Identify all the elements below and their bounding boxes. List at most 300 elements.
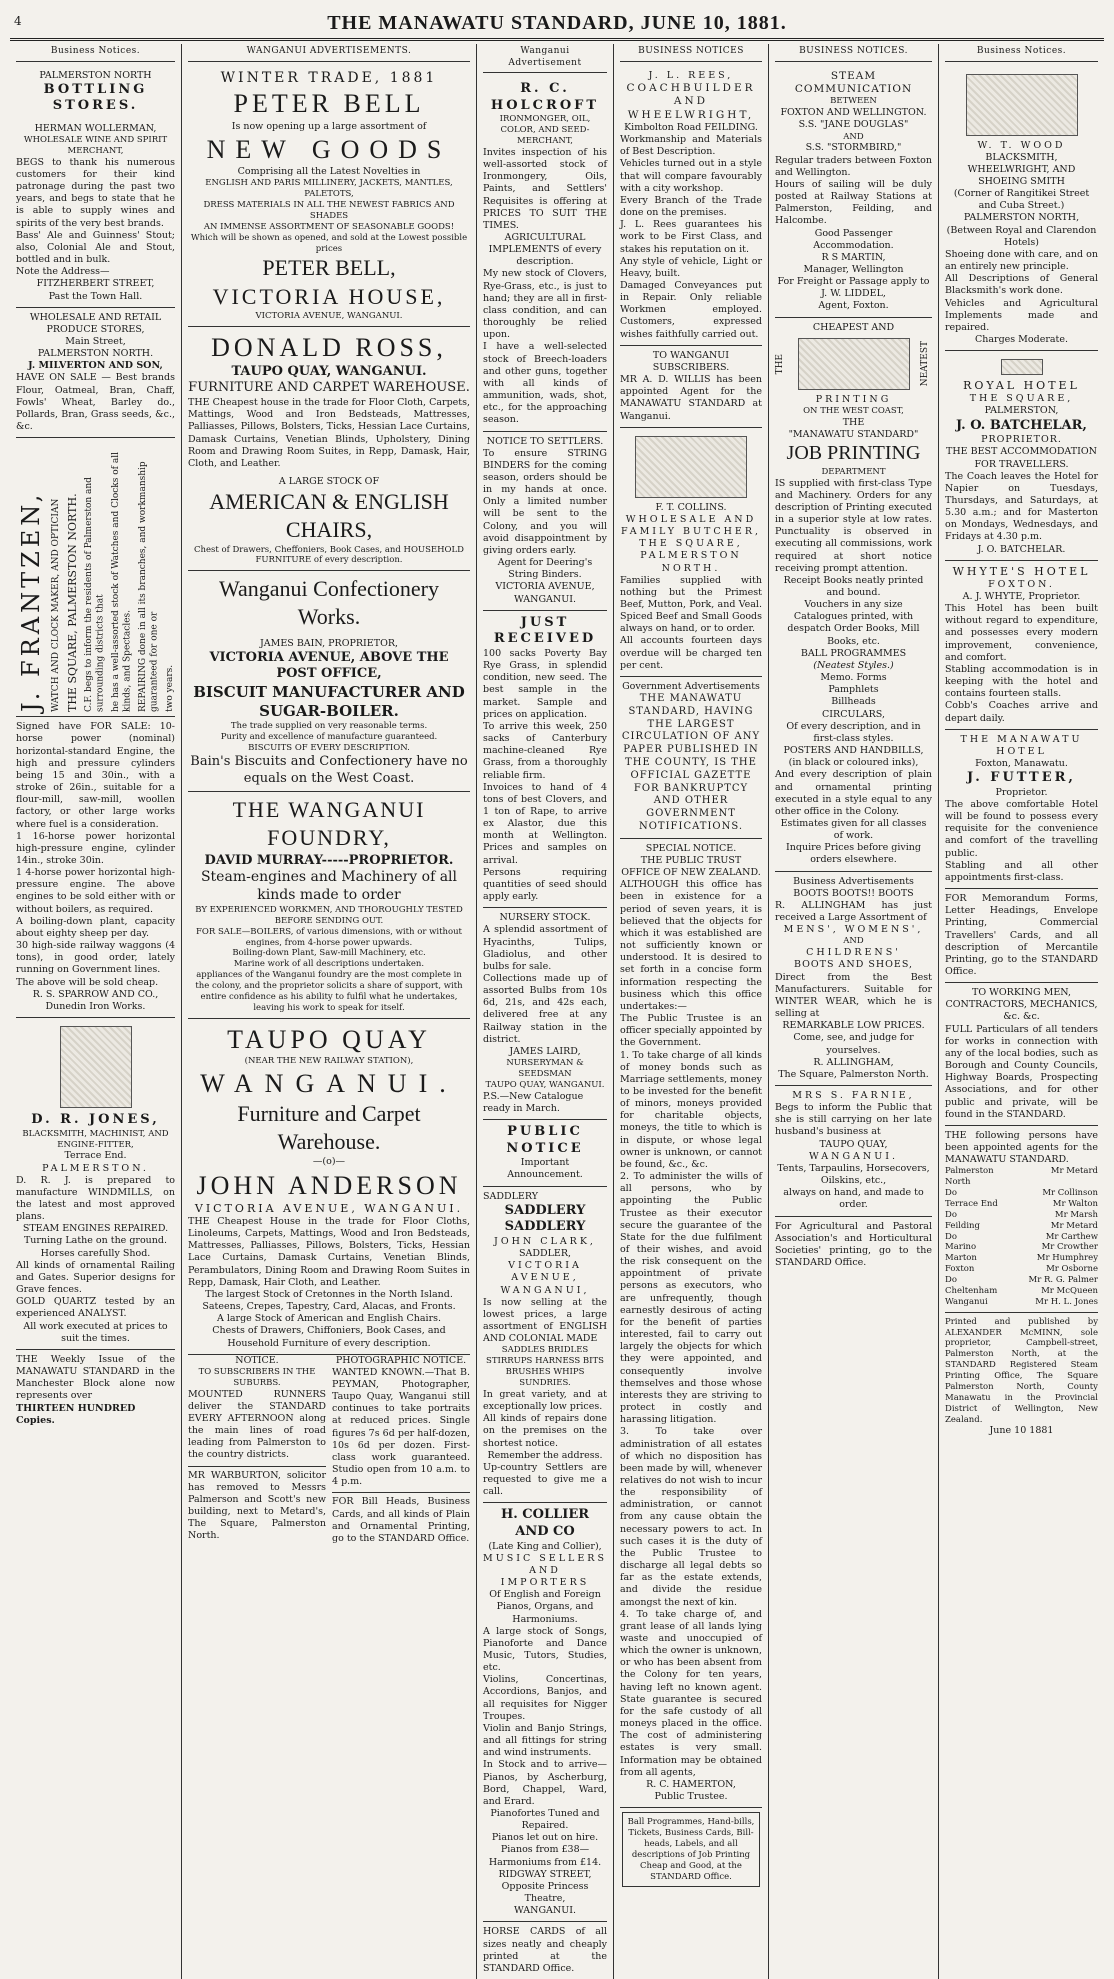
ad-name: H. COLLIER AND CO <box>500 1507 590 1539</box>
ad-trade: NURSERYMAN & SEEDSMAN <box>506 1058 584 1079</box>
ad-body: To ensure STRING BINDERS for the coming season, orders should be in my hands at once. Only a limited number will be sent to the Colony, and you will avoid disappointment by giving orders early. <box>483 447 607 556</box>
newspaper-title: THE MANAWATU STANDARD, JUNE 10, 1881. <box>327 12 787 34</box>
ad-name: F. T. COLLINS. <box>655 501 727 513</box>
ad-works: Dunedin Iron Works. <box>45 1000 146 1012</box>
ad-town: PALMERSTON, <box>984 405 1059 417</box>
ad-address: TAUPO QUAY, WANGANUI. <box>485 1079 605 1090</box>
ad-line: BISCUITS OF EVERY DESCRIPTION. <box>248 743 410 754</box>
ad-title: PUBLIC NOTICE <box>506 1124 584 1156</box>
agent-name: Mr Osborne <box>1046 1264 1098 1275</box>
ad-town: PALMERSTON NORTH. <box>37 348 154 360</box>
ad-agricultural-printing: For Agricultural and Pastoral Association's and Horticultural Societies' printing, go to the STANDARD Office. <box>775 1220 932 1269</box>
ad-line: FOXTON AND WELLINGTON. <box>780 107 927 119</box>
ad-body: Regular traders between Foxton and Wellington. <box>775 154 932 178</box>
ad-ship: S.S. "STORMBIRD," <box>805 142 902 154</box>
ad-body: THE Cheapest house in the trade for Floor Cloth, Carpets, Mattings, Wood and Iron Bedsteads, Mattresses, Palliasses, Pillows, Bolsters, Ticks, Hessian Lace Curtains, Damask Curtains, Venetian Blinds, Upholstery, Dining Room and Drawing Room Suites, in Repp, Damask, Hair, Cloth, and Leather. <box>188 397 470 469</box>
ad-name: JOHN CLARK, <box>494 1236 596 1247</box>
ad-farnie <box>775 1086 932 1217</box>
column-heading: Wanganui Advertisement <box>483 44 607 73</box>
ad-royal-hotel <box>945 351 1098 561</box>
ad-body: Violins, Concertinas, Accordions, Banjos, and all requisites for Nigger Troupes. <box>483 1674 607 1722</box>
ad-town: FOXTON. <box>988 578 1055 590</box>
ad-ball-programmes: Ball Programmes, Hand-bills, Tickets, Business Cards, Bill-heads, Labels, and all descriptions of Job Printing Cheap and Good, at the STANDARD Office. <box>622 1812 760 1887</box>
ad-line: BALL PROGRAMMES <box>800 647 907 659</box>
ad-line: BY EXPERIENCED WORKMEN, AND THOROUGHLY TESTED BEFORE SENDING OUT. <box>195 904 463 926</box>
ad-body: Direct from the Best Manufacturers. Suitable for WINTER WEAR, which he is selling at <box>775 971 932 1020</box>
agent-name: Mr R. G. Palmer <box>1028 1275 1098 1286</box>
ad-body: MR A. D. WILLIS has been appointed Agent for the MANAWATU STANDARD at Wanganui. <box>620 374 762 422</box>
ad-line: TAUPO QUAY, <box>819 1138 888 1150</box>
ad-line: BOOTS BOOTS!! BOOTS <box>793 887 914 899</box>
ad-body: The Public Trustee is an officer specially appointed by the Government. <box>620 1013 762 1049</box>
ad-body: C.F. begs to inform the residents of Palmerston and surrounding districts that <box>84 477 106 713</box>
ad-body: My new stock of Clovers, Rye-Grass, etc., is just to hand; they are all in first-class condition, and can thoroughly be relied upon. <box>483 268 607 341</box>
ad-proprietor: A. J. WHYTE, Proprietor. <box>962 590 1081 602</box>
ad-item: Turning Lathe on the ground. <box>23 1235 168 1247</box>
ad-line: For Freight or Passage apply to <box>777 276 930 288</box>
ad-body: Is now selling at the lowest prices, a large assortment of ENGLISH AND COLONIAL MADE <box>483 1296 607 1345</box>
column-2 <box>182 44 477 1979</box>
ad-address: (Corner of Rangitikei Street and Cuba Street.) <box>953 188 1090 212</box>
ad-body: Workmanship and Materials of Best Description. <box>620 134 762 158</box>
ad-collins-butcher <box>620 428 762 677</box>
ad-title: JUST RECEIVED <box>493 614 597 647</box>
ad-peter-bell <box>188 66 470 327</box>
ad-place: TAUPO QUAY <box>227 1024 431 1054</box>
ad-line: Billheads <box>831 696 876 708</box>
agent-place: Marino <box>945 1242 977 1253</box>
agent-name: Mr McQueen <box>1041 1285 1098 1296</box>
ad-address: THE SQUARE, PALMERSTON NORTH. <box>639 538 743 574</box>
ad-copies: THIRTEEN HUNDRED Copies. <box>16 1402 136 1426</box>
ad-signature: R. ALLINGHAM, <box>813 1056 894 1068</box>
press-row <box>775 334 932 394</box>
ad-proprietor: J. FUTTER, <box>967 770 1076 786</box>
ad-line: Pianos from £38—Harmoniums from £14. <box>488 1844 602 1868</box>
ad-body: Every Branch of the Trade done on the premises. <box>620 194 762 219</box>
agent-name: Mr Marsh <box>1054 1209 1098 1220</box>
ad-engines-for-sale <box>16 717 175 1018</box>
ad-bottling-stores <box>16 66 175 308</box>
column-heading: Business Notices. <box>945 44 1098 62</box>
ad-title: WHOLESALE AND RETAIL PRODUCE STORES, <box>29 311 162 335</box>
ad-signature: J. O. BATCHELAR. <box>977 543 1066 555</box>
column-heading: BUSINESS NOTICES <box>620 44 762 62</box>
ad-body: Damaged Conveyances put in Repair. Only reliable Workmen employed. Customers, expressed wishes faithfully carried out. <box>620 280 762 340</box>
ad-john-anderson <box>188 1019 470 1355</box>
ad-line: The largest Stock of Cretonnes in the North Island. Sateens, Crepes, Tapestry, Card, Alacas, and Fronts. <box>202 1288 456 1313</box>
ad-town: PALMERSTON NORTH, <box>963 212 1080 224</box>
agent-place: Do <box>945 1231 957 1242</box>
ad-line: Come, see, and judge for yourselves. <box>793 1032 914 1056</box>
ad-body: appliances of the Wanganui foundry are the most complete in the colony, and the proprietor solicits a share of support, with entire confidence as his ability to fulfil what he undertakes, leaving his work to speak for itself. <box>195 970 463 1013</box>
ad-line: Charges Moderate. <box>974 334 1068 346</box>
ad-nursery-stock <box>483 908 607 1120</box>
ad-body: THE following persons have been appointed agents for the MANAWATU STANDARD. <box>945 1129 1098 1166</box>
ad-note: Past the Town Hall. <box>48 290 143 302</box>
ad-title: THE WANGANUI FOUNDRY, <box>232 797 426 851</box>
ad-line: Boiling-down Plant, Saw-mill Machinery, etc. <box>232 948 426 959</box>
ad-agents <box>945 1126 1098 1313</box>
ad-line: BOOTS AND SHOES, <box>793 959 914 971</box>
ad-name: JAMES BAIN, PROPRIETOR, <box>259 637 399 649</box>
ad-address: VICTORIA AVENUE, WANGANUI, <box>500 1260 590 1296</box>
ad-line: Oilskins, etc., <box>820 1175 887 1187</box>
ad-item: Horses carefully Shod. <box>40 1247 151 1259</box>
coat-of-arms-icon <box>1001 359 1043 375</box>
agent-place: Terrace End <box>945 1198 998 1209</box>
ad-name: R. S. SPARROW AND CO., <box>32 988 159 1000</box>
ad-notice-subscribers <box>188 1355 326 1545</box>
ad-trade: WATCH AND CLOCK MAKER, AND OPTICIAN <box>50 498 61 713</box>
ad-body: This Hotel has been built without regard to expenditure, and possesses every modern improvement, convenience, and comfort. <box>945 603 1098 663</box>
ad-body: 3. To take over administration of all estates of which no disposition has been made by will, whenever relatives do not wish to incur the responsibility of administration, or cannot from any cause obtain the necessary powers to act. In such cases it is the duty of the Public Trustee to discharge all legal debts so far as the estate extends, and divide the residue amongst the next of kin. <box>620 1426 762 1608</box>
ad-body: Hours of sailing will be duly posted at Railway Stations at Palmerston, Feilding, and Halcombe. <box>775 178 932 227</box>
ad-body: Invoices to hand of 4 tons of best Clovers, and 1 ton of Rape, to arrive ex Alastor, due this month at Wellington. Prices and samples on arrival. <box>483 781 607 866</box>
ad-location: PALMERSTON NORTH <box>39 69 152 81</box>
ad-body: BEGS to thank his numerous customers for their kind patronage during the past two years, and begs to state that he is able to supply wines and spirits of the very best brands. <box>16 156 175 229</box>
ad-body: Persons requiring quantities of seed should apply early. <box>483 866 607 903</box>
ad-place: TAUPO QUAY, WANGANUI. <box>231 363 427 379</box>
ad-horse-cards <box>483 1922 607 1979</box>
masthead <box>10 8 1104 41</box>
ad-street: FITZHERBERT STREET, <box>36 278 155 290</box>
ad-line: (Late King and Collier), <box>488 1540 602 1552</box>
ad-line: Memo. Forms <box>820 672 887 684</box>
ad-line: ON THE WEST COAST, <box>803 405 904 416</box>
ad-item: All work executed at prices to suit the times. <box>23 1320 168 1344</box>
ad-line: Of every description, and in first-class styles. <box>786 720 921 744</box>
ad-title: BOTTLING STORES. <box>43 81 148 114</box>
ad-town: WANGANUI. <box>808 1150 898 1162</box>
ad-street: RIDGWAY STREET, <box>498 1868 592 1880</box>
ad-allingham-boots <box>775 872 932 1086</box>
ad-line: AGRICULTURAL IMPLEMENTS of every description. <box>488 232 602 268</box>
ad-item: GOLD QUARTZ tested by an experienced ANALYST. <box>16 1296 175 1320</box>
ad-line: REMARKABLE LOW PRICES. <box>782 1020 925 1032</box>
agent-name: Mr Humphrey <box>1036 1253 1098 1264</box>
ad-jones-blacksmith <box>16 1018 175 1350</box>
ad-item: 30 high-side railway waggons (4 tons), in good order, lately running on Government lines. <box>16 940 175 976</box>
ad-item: STEAM ENGINES REPAIRED. <box>22 1223 169 1235</box>
column-4 <box>614 44 769 1979</box>
ad-body: Stabling accommodation is in keeping with the hotel and contains fourteen stalls. <box>945 663 1098 700</box>
ad-line: DRESS MATERIALS IN ALL THE NEWEST FABRICS AND SHADES <box>203 200 455 221</box>
ad-line: Chest of Drawers, Cheffoniers, Book Cases, and HOUSEHOLD FURNITURE of every description. <box>194 544 464 566</box>
ad-title: TO WANGANUI SUBSCRIBERS. <box>652 349 730 373</box>
ad-body: Families supplied with nothing but the Primest Beef, Mutton, Pork, and Veal. Spiced Beef and Small Goods always on hand, or to order. <box>620 574 762 635</box>
ad-body: D. R. J. is prepared to manufacture WINDMILLS, on the latest and most approved plans. <box>16 1174 175 1223</box>
ad-line: Purity and excellence of manufacture guaranteed. <box>220 732 438 743</box>
ad-heading: SADDLERY <box>483 1190 538 1202</box>
ad-holcroft <box>483 77 607 431</box>
ad-body: The above comfortable Hotel will be found to possess every requisite for the convenience and comfort of the travelling public. <box>945 798 1098 859</box>
ad-public-notice <box>483 1120 607 1187</box>
agent-place: Wanganui <box>945 1296 988 1307</box>
ad-line: Receipt Books neatly printed and bound. <box>783 574 924 599</box>
column-1 <box>10 44 182 1979</box>
agent-place: Foxton <box>945 1264 975 1275</box>
agent-place: Palmerston North <box>945 1166 994 1188</box>
ad-line: (Between Royal and Clarendon Hotels) <box>946 224 1097 248</box>
ad-job-printing <box>775 318 932 872</box>
ad-line: Agent, Foxton. <box>818 300 889 312</box>
ad-name: ROYAL HOTEL <box>963 379 1080 393</box>
ad-line: MENS', WOMENS', <box>783 924 924 936</box>
ad-warburton: MR WARBURTON, solicitor has removed to Messrs Palmerson and Scott's new building, next to Metard's, The Square, Palmerston North. <box>188 1466 326 1543</box>
ad-title: Government Advertisements <box>622 680 760 692</box>
ad-body: HORSE CARDS of all sizes neatly and cheaply printed at the STANDARD Office. <box>483 1926 607 1974</box>
ad-bill-heads: FOR Bill Heads, Business Cards, and all kinds of Plain and Ornamental Printing, go to the STANDARD Office. <box>332 1492 470 1545</box>
ad-line: Steam-engines and Machinery of all kinds made to order <box>200 869 458 904</box>
ad-line: Estimates given for all classes of work. <box>780 817 927 842</box>
ad-body: Invites inspection of his well-assorted stock of Ironmongery, Oils, Paints, and Settlers' Requisites is offering at PRICES TO SUIT THE TIMES. <box>483 146 607 231</box>
ad-line: Good Passenger Accommodation. <box>813 227 894 251</box>
ad-body: Up-country Settlers are requested to give me a call. <box>483 1461 607 1498</box>
ad-collier-music <box>483 1503 607 1922</box>
ad-name: D. R. JONES, <box>31 1112 160 1128</box>
ad-name: J. MILVERTON AND SON, <box>28 360 163 372</box>
ad-body: he has a well-assorted stock of Watches and Clocks of all kinds, and Spectacles. <box>111 452 133 713</box>
ad-body: REPAIRING done in all its branches, and workmanship guaranteed for one or <box>138 461 160 713</box>
ad-body: THE Weekly Issue of the MANAWATU STANDARD in the Manchester Block alone now represents over <box>16 1353 175 1402</box>
ad-body: Violin and Banjo Strings, and all fittings for string and wind instruments. <box>483 1722 607 1759</box>
ad-trade: SADDLER, <box>518 1248 572 1260</box>
ad-body: Any style of vehicle, Light or Heavy, built. <box>620 255 762 279</box>
ad-trade: COACHBUILDER AND WHEELWRIGHT, <box>626 81 756 121</box>
ad-trade: WHOLESALE AND FAMILY BUTCHER, <box>620 513 762 538</box>
ad-notice-settlers <box>483 432 607 611</box>
ad-signature: PETER BELL, <box>262 255 396 281</box>
ad-name: DAVID MURRAY-----PROPRIETOR. <box>204 852 454 868</box>
ad-heading: SPECIAL NOTICE. <box>645 842 737 854</box>
ad-title: NOTICE. <box>235 1354 279 1366</box>
agent-name: Mr H. L. Jones <box>1035 1296 1098 1307</box>
ad-item: A boiling-down plant, capacity about eighty sheep per day. <box>16 915 175 939</box>
ad-trade: BLACKSMITH, MACHINIST, AND ENGINE-FITTER, <box>22 1128 169 1150</box>
ad-body: A splendid assortment of Hyacinths, Tulips, Gladiolus, and other bulbs for sale. <box>483 924 607 972</box>
ad-line: ENGLISH AND PARIS MILLINERY, JACKETS, MANTLES, PALETOTS, <box>205 178 453 200</box>
ad-line: Marine work of all descriptions undertaken. <box>233 959 425 970</box>
column-5 <box>769 44 939 1979</box>
ad-body: J. L. Rees guarantees his work to be First Class, and stakes his reputation on it. <box>620 219 762 255</box>
ad-donald-ross <box>188 327 470 572</box>
agent-name: Mr Collinson <box>1042 1188 1098 1199</box>
ad-body: 100 sacks Poverty Bay Rye Grass, in splendid condition, new seed. The best sample in the market. Sample and prices on application. <box>483 647 607 720</box>
ad-body: WANTED KNOWN.—That B. PEYMAN, Photographer, Taupo Quay, Wanganui still continues to take portraits at reduced prices. Single figures 7s 6d per half-dozen, 10s 6d per dozen. First-class work guaranteed. Studio open from 10 a.m. to 4 p.m. <box>332 1366 470 1488</box>
ad-name: J. FRANTZEN, <box>17 490 45 713</box>
ad-name: J. W. LIDDEL, <box>821 288 886 300</box>
ad-line: AND <box>843 936 864 947</box>
column-heading: BUSINESS NOTICES. <box>775 44 932 62</box>
ad-street: Main Street, <box>65 336 126 348</box>
ad-line: Chests of Drawers, Chiffoniers, Book Cases, and Household Furniture of every description. <box>212 1325 446 1349</box>
ad-name: R. ALLINGHAM has just received a Large Assortment of <box>775 899 932 924</box>
ad-trade: WHOLESALE WINE AND SPIRIT MERCHANT, <box>23 135 168 156</box>
ad-line: THE <box>842 416 865 428</box>
ad-address: THE SQUARE, PALMERSTON NORTH. <box>66 493 80 713</box>
ad-line: DEPARTMENT <box>821 466 886 477</box>
ad-name: PETER BELL <box>233 89 425 119</box>
ad-photographic-notice <box>332 1355 470 1545</box>
ad-body: Cobb's Coaches arrive and depart daily. <box>945 700 1098 724</box>
ad-line: P.S.—New Catalogue ready in March. <box>483 1090 584 1114</box>
ad-line: Public Trustee. <box>654 1791 728 1803</box>
imprint <box>945 1313 1098 1442</box>
ad-address: VICTORIA AVENUE, ABOVE THE POST OFFICE, <box>209 649 449 682</box>
ad-body: THE Cheapest House in the trade for Floor Cloths, Linoleums, Carpets, Mattings, Wood and Iron Bedsteads, Mattresses, Palliasses, Pillows, Bolsters, Ticks, Hessian Lace Curtains, Damask Curtains, Venetian Blinds, Perambulators, Dining Room and Drawing Room Suites in Repp, Damask, Hair Cloth, and Leather. <box>188 1215 470 1288</box>
page-number: 4 <box>14 14 22 28</box>
ad-just-received <box>483 611 607 909</box>
ad-body: The Coach leaves the Hotel for Napier on Tuesdays, Thursdays, and Saturdays, at 5.30 a.m.; and for Masterton on Mondays, Wednesdays, and Fridays at 4.30 p.m. <box>945 470 1098 543</box>
ad-title: NOTICE TO SETTLERS. <box>486 435 604 447</box>
ad-note: Note the Address— <box>16 266 110 278</box>
ad-name: J. L. REES, <box>648 69 734 81</box>
ad-trade: IRONMONGER, OIL, COLOR, AND SEED-MERCHANT, <box>499 114 591 147</box>
ad-line: THE <box>775 353 785 374</box>
ad-name: WHYTE'S HOTEL <box>952 564 1091 578</box>
ad-line: Bain's Biscuits and Confectionery have no equals on the West Coast. <box>190 753 468 786</box>
ad-public-trust <box>620 839 762 1808</box>
ad-line: BETWEEN <box>830 96 877 107</box>
ad-line: always on hand, and made to order. <box>783 1187 924 1211</box>
ad-line: PRINTING <box>815 393 892 405</box>
ad-working-men <box>945 983 1098 1126</box>
ad-title: SADDLERY <box>504 1202 586 1218</box>
ad-body: Begs to inform the Public that she is still carrying on her late husband's business at <box>775 1102 932 1138</box>
ad-town: WANGANUI. <box>200 1068 458 1098</box>
ad-line: Inquire Prices before giving orders elsewhere. <box>786 842 921 866</box>
blacksmith-engraving-icon <box>966 74 1078 136</box>
ad-line: Important Announcement. <box>507 1157 583 1181</box>
ad-ship: S.S. "JANE DOUGLAS" <box>798 119 909 131</box>
ad-address: The Square, Palmerston North. <box>778 1068 929 1080</box>
agent-name: Mr Crowther <box>1041 1242 1098 1253</box>
ad-line: THE BEST ACCOMMODATION FOR TRAVELLERS. <box>946 446 1097 470</box>
ad-name: JAMES LAIRD, <box>509 1045 581 1057</box>
ad-line: A LARGE STOCK OF <box>278 476 380 488</box>
horse-engraving-icon <box>60 1026 132 1108</box>
ad-title: Furniture and Carpet Warehouse. <box>237 1101 421 1155</box>
ad-body: All accounts fourteen days overdue will be charged ten per cent. <box>620 635 762 671</box>
ad-name: THE MANAWATU HOTEL <box>960 733 1083 757</box>
printing-press-icon <box>798 338 910 390</box>
ad-body: And every description of plain and ornamental printing executed in a style equal to any other office in the Colony. <box>775 769 932 817</box>
ad-title: THE PUBLIC TRUST OFFICE OF NEW ZEALAND. <box>621 855 761 879</box>
ad-body: Signed have FOR SALE: 10-horse power (nominal) horizontal-standard Engine, the high and pressure cylinders being 15 and 30in., with a stroke of 26in., suitable for a flour-mill, saw-mill, woollen factory, or other large works where fuel is a consideration. <box>16 721 175 830</box>
ad-name: R S MARTIN, <box>821 251 886 263</box>
ad-line: CHILDRENS' <box>806 947 901 959</box>
ad-separator: —(o)— <box>312 1156 346 1168</box>
ad-line: Pianos let out on hire. <box>491 1832 599 1844</box>
ad-line: Pianofortes Tuned and Repaired. <box>490 1808 600 1832</box>
ad-body: 4. To take charge of, and grant lease of all lands lying waste and unoccupied of which the owner is unknown, or who has been absent from the Colony for ten years, having left no known agent. State guarantee is secured for the safe custody of all moneys placed in the office. The cost of administering estates is very small. Information may be obtained from all agents, <box>620 1608 762 1778</box>
ad-line: Tents, Tarpaulins, Horsecovers, <box>777 1162 930 1174</box>
ad-body: Comprising all the Latest Novelties in <box>237 166 421 178</box>
agent-place: Marton <box>945 1253 977 1264</box>
imprint-date: June 10 1881 <box>989 1425 1054 1437</box>
ad-line: A large Stock of American and English Chairs. <box>216 1313 442 1325</box>
ad-name: R. C. HOLCROFT <box>490 81 600 113</box>
ad-line: POSTERS AND HANDBILLS, <box>783 745 924 757</box>
ad-heading: Business Advertisements <box>793 875 914 887</box>
ad-body: ALTHOUGH this office has been in existence for a period of seven years, it is believed that the objects for which it was established are not sufficiently known or understood. It is desired to set forth in a concise form information respecting the business which this office undertakes:— <box>620 879 762 1012</box>
ad-line: CHEAPEST AND <box>812 321 895 333</box>
ad-line: The trade supplied on very reasonable terms. <box>230 721 428 732</box>
columns <box>10 44 1104 1974</box>
column-3 <box>477 44 614 1979</box>
ad-town: WANGANUI. <box>513 1905 576 1917</box>
ad-line: Catalogues printed, with despatch Order Books, Mill Books, etc. <box>787 611 920 647</box>
ad-line: FOR SALE—BOILERS, of various dimensions, with or without engines, from 4-horse power upwards. <box>196 926 462 948</box>
ad-body: Is now opening up a large assortment of <box>231 120 427 132</box>
ad-produce-stores <box>16 308 175 439</box>
ad-title: AMERICAN & ENGLISH CHAIRS, <box>209 489 449 543</box>
imprint-text: Printed and published by ALEXANDER McMINN, sole proprietor, Campbell-street, Palmerston North, at the STANDARD Registered Steam Printing Office, The Square Palmerston North, County Manawatu in the Provincial District of Wellington, New Zealand. <box>945 1316 1098 1425</box>
ad-body: I have a well-selected stock of Breech-loaders and other guns, together with all kinds of ammunition, wads, shot, etc., for the approaching season. <box>483 341 607 426</box>
ad-body: IS supplied with first-class Type and Machinery. Orders for any description of Printing executed in a superior style at low rates. Punctuality is observed in executing all commissions, work required at short notice receiving prompt attention. <box>775 477 932 574</box>
ad-line: Pamphlets <box>828 684 879 696</box>
ad-body: HAVE ON SALE — Best brands Flour, Oatmeal, Bran, Chaff, Fowls' Wheat, Barley do., Pollards, Bran, Grass seeds, &c., &c. <box>16 372 175 433</box>
agent-place: Do <box>945 1188 957 1199</box>
ad-line: Remember the address. <box>487 1449 603 1461</box>
ad-body: Vehicles and Agricultural Implements made and repaired. <box>945 297 1098 333</box>
ad-whytes-hotel <box>945 561 1098 730</box>
ad-line: Opposite Princess Theatre, <box>501 1880 589 1905</box>
agent-place: Do <box>945 1275 957 1286</box>
ad-proprietor: J. O. BATCHELAR, <box>956 417 1087 433</box>
ad-trade: MUSIC SELLERS AND IMPORTERS <box>483 1552 607 1589</box>
column-heading: WANGANUI ADVERTISEMENTS. <box>188 44 470 62</box>
column-6 <box>939 44 1104 1979</box>
ad-government <box>620 677 762 839</box>
agents-list <box>945 1166 1098 1307</box>
ad-title: BISCUIT MANUFACTURER AND SUGAR-BOILER. <box>193 682 465 721</box>
ad-line: AN IMMENSE ASSORTMENT OF SEASONABLE GOODS! <box>203 221 455 232</box>
ad-house: VICTORIA HOUSE, <box>212 283 446 309</box>
ad-town: Foxton, Manawatu. <box>975 758 1068 770</box>
ad-body: A large stock of Songs, Pianoforte and Dance Music, Tutors, Studies, etc. <box>483 1625 607 1674</box>
ad-name: HERMAN WOLLERMAN, <box>34 122 157 134</box>
ad-heading: WINTER TRADE, 1881 <box>220 69 438 86</box>
ad-john-clark-saddlery <box>483 1187 607 1504</box>
ad-body: Bass' Ale and Guinness' Stout; also, Colonial Ale and Stout, bottled and in bulk. <box>16 229 175 266</box>
ad-steam-communication <box>775 66 932 318</box>
ad-trade: BLACKSMITH, WHEELWRIGHT, AND SHOEING SMITH <box>967 151 1076 187</box>
ad-title: JOB PRINTING <box>786 442 921 465</box>
ad-line: Which will be shown as opened, and sold at the Lowest possible prices <box>190 232 468 254</box>
agent-name: Mr Walton <box>1052 1198 1098 1209</box>
ad-title: FURNITURE AND CARPET WAREHOUSE. <box>188 380 470 396</box>
ad-title: TO WORKING MEN, CONTRACTORS, MECHANICS, &c. &c. <box>945 987 1098 1023</box>
ad-line: CIRCULARS, <box>822 708 885 720</box>
ad-address: THE SQUARE, <box>969 393 1074 405</box>
ad-line: PROPRIETOR. <box>981 434 1062 446</box>
ad-body: Stabling and all other appointments first-class. <box>945 859 1098 883</box>
agent-name: Mr Carthew <box>1045 1231 1098 1242</box>
ad-item: All kinds of ornamental Railing and Gates. Superior designs for Grave fences. <box>16 1259 175 1296</box>
column-heading: Business Notices. <box>16 44 175 62</box>
ad-body: In great variety, and at exceptionally low prices. <box>483 1388 607 1413</box>
ad-title: Wanganui Confectionery Works. <box>219 576 439 630</box>
ad-address: VICTORIA AVENUE, WANGANUI. <box>255 310 403 321</box>
ad-body: Vehicles turned out in a style that will compare favourably with a city workshop. <box>620 158 762 194</box>
ad-body: All kinds of repairs done on the premises on the shortest notice. <box>483 1413 607 1449</box>
ad-weekly-issue <box>16 1350 175 1431</box>
ad-body: 1. To take charge of all kinds of money bonds such as Marriage settlements, money to be invested for the benefit of minors, moneys provided for charitable objects, moneys, the title to which is in dispute, or whose legal owner is unknown, or cannot be found, &c., &c. <box>620 1049 763 1170</box>
agent-place: Feilding <box>945 1220 980 1231</box>
ad-signature: R. C. HAMERTON, <box>646 1778 736 1790</box>
